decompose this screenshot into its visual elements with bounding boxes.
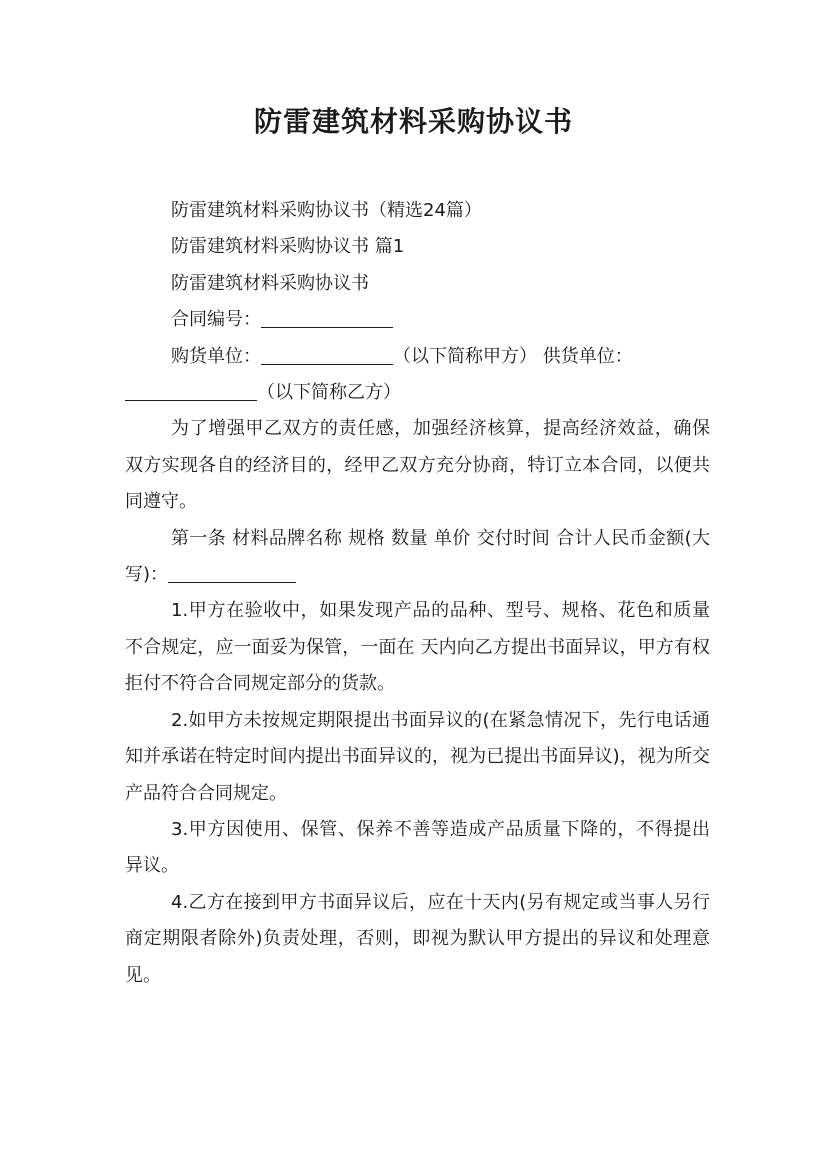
subtitle-line: 防雷建筑材料采购协议书（精选24篇） <box>171 200 482 221</box>
clause-1: 1.甲方在验收中，如果发现产品的品种、型号、规格、花色和质量不合规定，应一面妥为保管，一面在 天内向乙方提出书面异议，甲方有权拒付不符合合同规定部分的货款。 <box>125 600 710 695</box>
contract-number-line <box>125 302 710 338</box>
seller-suffix: （以下简称乙方） <box>257 382 401 404</box>
parties-line <box>125 339 710 412</box>
contract-number-label: 合同编号： <box>171 309 261 331</box>
clause-3: 3.甲方因使用、保管、保养不善等造成产品质量下降的，不得提出异议。 <box>125 818 710 877</box>
document-body <box>125 193 710 994</box>
contract-number-blank <box>261 309 393 328</box>
buyer-blank <box>261 346 393 365</box>
buyer-label: 购货单位： <box>171 345 261 367</box>
clause-4: 4.乙方在接到甲方书面异议后，应在十天内(另有规定或当事人另行商定期限者除外)负责处理，否则，即视为默认甲方提出的异议和处理意见。 <box>125 891 710 986</box>
contract-name-line: 防雷建筑材料采购协议书 <box>171 272 369 294</box>
document-title: 防雷建筑材料采购协议书 <box>253 105 573 138</box>
purpose-paragraph: 为了增强甲乙双方的责任感，加强经济核算，提高经济效益，确保双方实现各自的经济目的，经甲乙双方充分协商，特订立本合同，以便共同遵守。 <box>125 418 710 513</box>
clause-2: 2.如甲方未按规定期限提出书面异议的(在紧急情况下，先行电话通知并承诺在特定时间内提出书面异议的，视为已提出书面异议)，视为所交产品符合合同规定。 <box>125 709 710 804</box>
total-amount-blank <box>168 564 296 583</box>
article-1-line <box>125 521 710 594</box>
article-1-label: 第一条 材料品牌名称 规格 数量 单价 交付时间 合计人民币金额(大写)： <box>125 527 710 586</box>
buyer-suffix: （以下简称甲方） 供货单位： <box>393 345 633 367</box>
chapter-heading: 防雷建筑材料采购协议书 篇1 <box>171 236 405 258</box>
seller-blank <box>125 382 257 401</box>
